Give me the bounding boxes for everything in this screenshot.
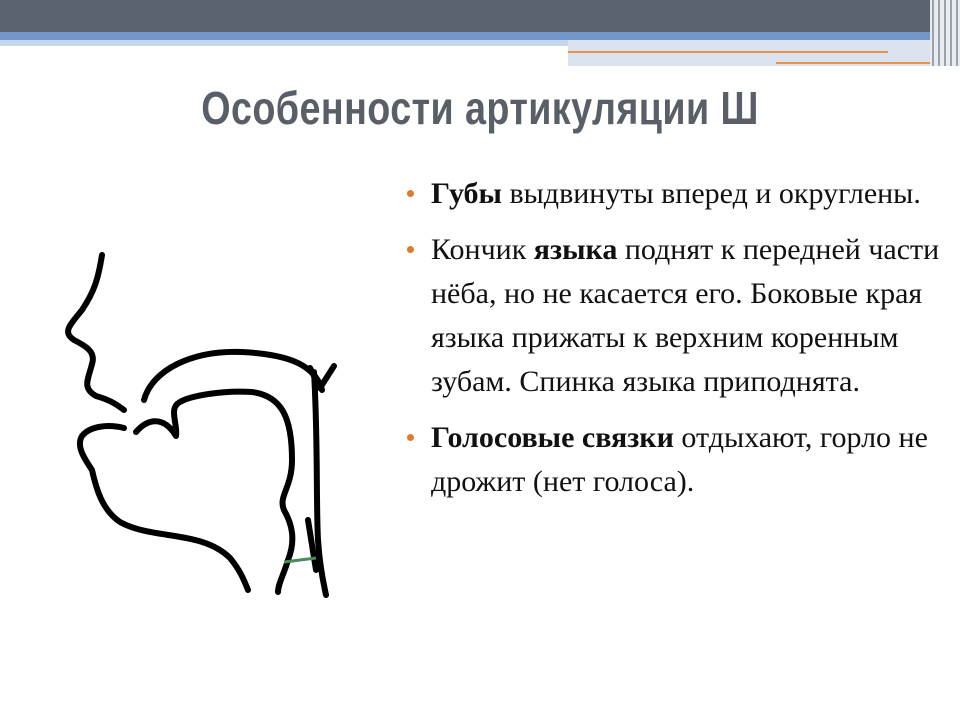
accent-line-top — [568, 51, 888, 53]
bullet-text: отдыхают, горло не дрожит (нет голоса). — [431, 421, 928, 498]
accent-line-bottom — [776, 62, 944, 64]
header-band-dark — [0, 0, 960, 32]
bullet-text: выдвинуты вперед и округлены. — [501, 177, 921, 210]
bullet-item — [405, 416, 945, 504]
chin-neck-outline — [80, 426, 248, 590]
header-band-light — [0, 40, 568, 46]
face-profile-outline — [68, 255, 124, 410]
header-stripes — [930, 0, 960, 66]
header-band-blue — [0, 32, 960, 40]
bullet-text: Кончик — [431, 233, 534, 266]
tongue-outline — [136, 392, 292, 592]
bullet-text: поднят к передней части нёба, но не касается его. Боковые края языка прижаты к верхним коренным зубам. Спинка языка приподнята. — [431, 233, 940, 398]
articulation-profile-icon — [52, 240, 352, 600]
bullet-item — [405, 228, 945, 404]
slide-title: Особенности артикуляции Ш — [201, 82, 759, 134]
bullet-keyword: языка — [533, 233, 618, 266]
bullet-item — [405, 172, 945, 216]
bullet-list — [405, 172, 945, 516]
bullet-keyword: Голосовые связки — [431, 421, 674, 454]
bullet-keyword: Губы — [431, 177, 502, 210]
